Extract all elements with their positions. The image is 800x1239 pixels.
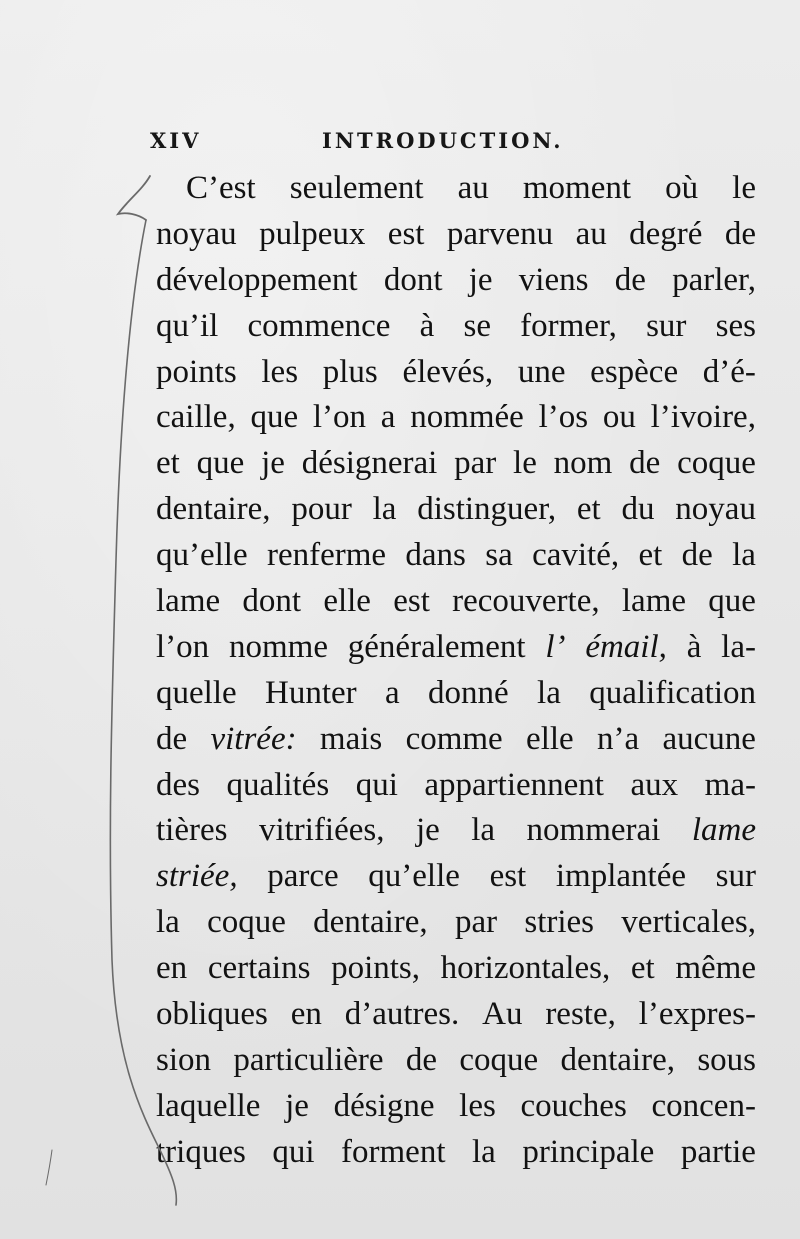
word: particulière	[233, 1041, 384, 1078]
text-line	[156, 717, 756, 763]
text-line	[156, 533, 756, 579]
word: horizontales,	[440, 950, 611, 987]
word: généralement	[347, 628, 526, 665]
word: je	[261, 445, 285, 482]
word: quelle	[156, 674, 237, 711]
word: que	[196, 445, 245, 482]
word: qualités	[226, 766, 330, 803]
word: de	[681, 537, 713, 574]
text-line	[156, 808, 756, 854]
word: elle	[526, 720, 574, 757]
text-line	[156, 304, 756, 350]
italic-word: émail,	[585, 628, 667, 665]
word: qui	[355, 766, 398, 803]
page-number: XIV	[150, 128, 202, 153]
word: cavité,	[532, 537, 620, 574]
word: que	[708, 583, 756, 620]
word: ou	[602, 399, 636, 436]
word: nommée	[410, 399, 524, 436]
word: Hunter	[265, 674, 357, 711]
word: coque	[207, 904, 286, 941]
word: la	[156, 904, 180, 941]
word: C’est	[186, 170, 256, 206]
word: qui	[272, 1133, 315, 1170]
word: se	[463, 307, 491, 344]
word: caille,	[156, 399, 236, 436]
word: lame	[621, 583, 687, 620]
text-line	[156, 487, 756, 533]
word: dans	[405, 537, 466, 574]
word: à	[419, 307, 435, 344]
word: nomme	[228, 628, 328, 665]
text-line	[156, 854, 756, 900]
word: commence	[247, 307, 391, 344]
word: n’a	[597, 720, 640, 757]
word: dentaire,	[313, 904, 428, 941]
text-line	[156, 579, 756, 625]
word: qualification	[589, 674, 756, 711]
text-line	[156, 395, 756, 441]
italic-word: striée,	[156, 858, 238, 895]
italic-word: l’	[545, 628, 566, 665]
pencil-tick	[46, 1150, 52, 1185]
word: une	[517, 353, 566, 390]
word: les	[261, 353, 299, 390]
word: par	[454, 445, 497, 482]
word: a	[385, 674, 400, 711]
word: est	[393, 583, 430, 620]
word: qu’elle	[368, 858, 460, 895]
word: désignerai	[301, 445, 438, 482]
word: seulement	[289, 170, 424, 206]
word: d’autres.	[344, 996, 460, 1033]
word: implantée	[555, 858, 686, 895]
word: désigne	[333, 1087, 435, 1124]
word: sur	[715, 858, 756, 895]
word: de	[156, 720, 188, 757]
word: l’expres-	[638, 996, 756, 1033]
word: mais	[319, 720, 383, 757]
word: noyau	[675, 491, 756, 528]
word: par	[454, 904, 498, 941]
word: des	[156, 766, 200, 803]
word: la	[537, 674, 561, 711]
word: forment	[341, 1133, 446, 1170]
word: et	[156, 445, 180, 482]
italic-word: vitrée:	[210, 720, 297, 757]
word: nom	[553, 445, 613, 482]
word: aucune	[662, 720, 756, 757]
word: dont	[383, 261, 443, 298]
word: parce	[267, 858, 339, 895]
word: recouverte,	[452, 583, 600, 620]
word: ses	[715, 307, 756, 344]
text-line	[156, 946, 756, 992]
word: sous	[697, 1041, 756, 1078]
word: degré	[629, 215, 703, 252]
text-line	[156, 625, 756, 671]
word: distinguer,	[417, 491, 557, 528]
word: coque	[459, 1041, 539, 1078]
word: l’on	[312, 399, 367, 436]
word: qu’elle	[156, 537, 248, 574]
word: en	[290, 996, 322, 1033]
word: viens	[518, 261, 589, 298]
text-line	[156, 763, 756, 809]
text-line	[156, 350, 756, 396]
word: points,	[331, 950, 421, 987]
word: la	[372, 491, 397, 528]
word: noyau	[156, 215, 237, 252]
text-line	[156, 441, 756, 487]
word: parler,	[672, 261, 756, 298]
section-title: INTRODUCTION.	[322, 128, 564, 153]
word: élevés,	[402, 353, 494, 390]
text-line	[156, 1084, 756, 1130]
word: le	[732, 170, 756, 206]
text-line	[156, 212, 756, 258]
word: sa	[485, 537, 513, 574]
word: au	[457, 170, 489, 206]
body-text	[156, 166, 756, 1176]
word: tières	[156, 812, 228, 849]
text-line	[156, 671, 756, 717]
word: la	[732, 537, 756, 574]
word: donné	[428, 674, 509, 711]
word: d’é-	[702, 353, 756, 390]
word: de	[405, 1041, 438, 1078]
text-line	[156, 992, 756, 1038]
word: laquelle	[156, 1087, 261, 1124]
word: vitrifiées,	[258, 812, 385, 849]
word: l’ivoire,	[650, 399, 756, 436]
word: espèce	[590, 353, 679, 390]
word: verticales,	[621, 904, 756, 941]
text-line	[156, 166, 756, 212]
word: même	[675, 950, 756, 987]
word: former,	[520, 307, 617, 344]
word: de	[614, 261, 646, 298]
word: comme	[405, 720, 503, 757]
word: obliques	[156, 996, 268, 1033]
word: la-	[721, 628, 756, 665]
word: pulpeux	[259, 215, 366, 252]
word: moment	[522, 170, 632, 206]
word: certains	[207, 950, 311, 987]
word: dentaire,	[560, 1041, 675, 1078]
running-head	[150, 118, 650, 158]
italic-word: lame	[691, 812, 756, 849]
word: points	[156, 353, 237, 390]
word: est	[387, 215, 425, 252]
word: partie	[680, 1133, 756, 1170]
word: et	[630, 950, 655, 987]
word: au	[575, 215, 607, 252]
word: concen-	[651, 1087, 756, 1124]
word: de	[724, 215, 756, 252]
word: la	[471, 812, 496, 849]
word: je	[468, 261, 493, 298]
word: aux	[630, 766, 679, 803]
word: couches	[520, 1087, 627, 1124]
text-line	[156, 1130, 756, 1176]
word: stries	[524, 904, 595, 941]
word: plus	[322, 353, 378, 390]
word: appartiennent	[424, 766, 604, 803]
word: qu’il	[156, 307, 219, 344]
text-line	[156, 258, 756, 304]
word: l’on	[156, 628, 210, 665]
word: et	[638, 537, 663, 574]
word: coque	[677, 445, 756, 482]
word: dont	[242, 583, 302, 620]
word: je	[415, 812, 440, 849]
word: le	[513, 445, 537, 482]
word: ma-	[704, 766, 756, 803]
word: pour	[291, 491, 352, 528]
word: les	[459, 1087, 496, 1124]
word: parvenu	[446, 215, 554, 252]
text-line	[156, 900, 756, 946]
word: renferme	[266, 537, 387, 574]
word: dentaire,	[156, 491, 271, 528]
word: que	[250, 399, 299, 436]
word: je	[285, 1087, 309, 1124]
word: triques	[156, 1133, 246, 1170]
word: où	[665, 170, 699, 206]
text-line	[156, 1038, 756, 1084]
word: elle	[323, 583, 371, 620]
word: est	[489, 858, 527, 895]
word: reste,	[545, 996, 616, 1033]
word: à	[686, 628, 702, 665]
word: l’os	[538, 399, 589, 436]
word: de	[629, 445, 661, 482]
word: principale	[522, 1133, 655, 1170]
word: a	[380, 399, 396, 436]
word: et	[576, 491, 601, 528]
word: sur	[646, 307, 687, 344]
word: en	[156, 950, 188, 987]
word: développement	[156, 261, 358, 298]
word: lame	[156, 583, 221, 620]
word: la	[472, 1133, 496, 1170]
word: du	[621, 491, 655, 528]
pencil-flourish-icon	[118, 176, 150, 220]
word: sion	[156, 1041, 212, 1078]
word: Au	[482, 996, 523, 1033]
word: nommerai	[526, 812, 661, 849]
